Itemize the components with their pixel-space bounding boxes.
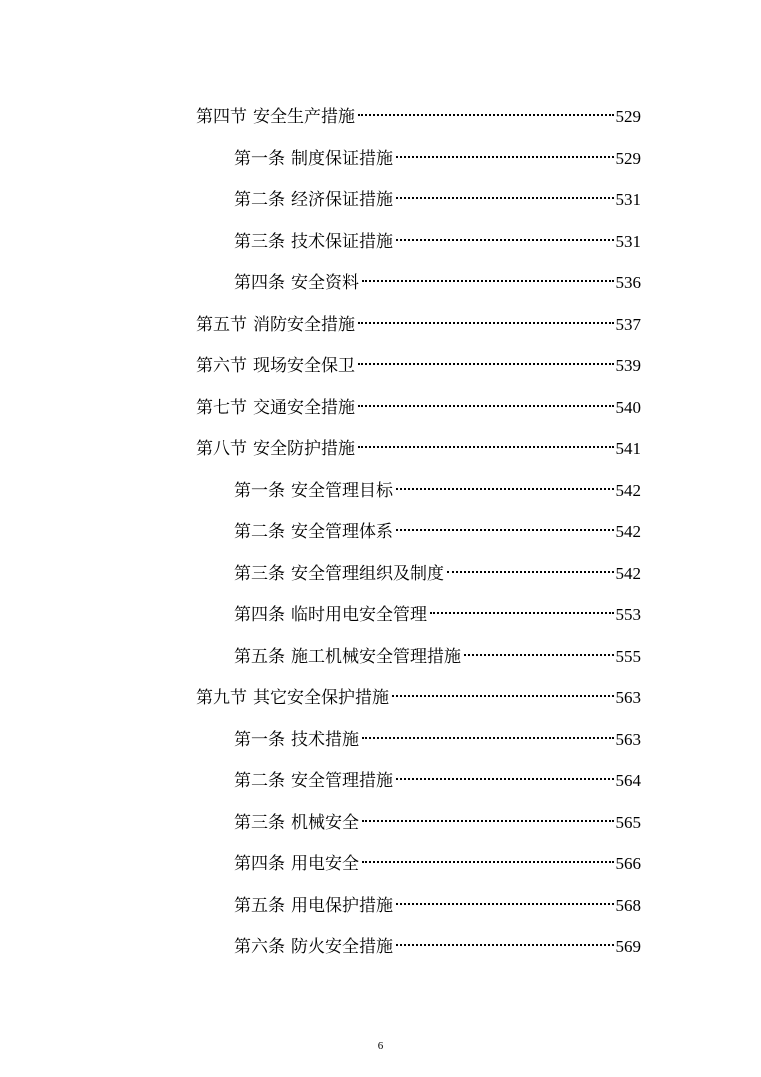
toc-entry-title: 安全管理目标 xyxy=(291,481,393,501)
toc-entry-label xyxy=(234,519,393,545)
page-number: 6 xyxy=(377,1040,384,1052)
toc-entry[interactable] xyxy=(234,138,641,169)
toc-entry-label xyxy=(196,312,355,338)
toc-entry-page: 536 xyxy=(615,273,641,292)
toc-entry[interactable] xyxy=(196,304,641,335)
toc-entry[interactable] xyxy=(234,594,641,625)
toc-entry-title: 安全资料 xyxy=(291,273,359,293)
toc-entry-title: 制度保证措施 xyxy=(291,149,393,169)
toc-entry-label xyxy=(234,478,393,504)
toc-entry[interactable] xyxy=(234,760,641,791)
toc-dot-leader xyxy=(362,802,614,828)
toc-entry-number: 第一条 xyxy=(234,730,285,750)
toc-dot-leader xyxy=(396,511,614,537)
toc-entry-page: 529 xyxy=(615,149,641,168)
toc-entry-page: 541 xyxy=(615,439,641,458)
toc-entry-label xyxy=(234,810,359,836)
toc-entry-title: 用电保护措施 xyxy=(291,896,393,916)
toc-entry-number: 第六条 xyxy=(234,937,285,957)
toc-entry-label xyxy=(234,561,444,587)
toc-dot-leader xyxy=(392,677,614,703)
toc-entry-page: 566 xyxy=(615,854,641,873)
toc-entry-title: 防火安全措施 xyxy=(291,937,393,957)
toc-entry-label xyxy=(234,146,393,172)
toc-entry-page: 540 xyxy=(615,398,641,417)
toc-entry-page: 569 xyxy=(615,937,641,956)
toc-entry[interactable] xyxy=(196,345,641,376)
toc-entry-number: 第五条 xyxy=(234,647,285,667)
toc-dot-leader xyxy=(430,594,614,620)
toc-entry[interactable] xyxy=(196,428,641,459)
toc-entry-label xyxy=(234,270,359,296)
toc-entry-label xyxy=(234,934,393,960)
toc-entry[interactable] xyxy=(234,843,641,874)
toc-entry-label xyxy=(196,685,389,711)
toc-dot-leader xyxy=(396,138,614,164)
toc-entry-page: 553 xyxy=(615,605,641,624)
toc-entry-title: 技术保证措施 xyxy=(291,232,393,252)
toc-entry-title: 施工机械安全管理措施 xyxy=(291,647,461,667)
toc-entry-number: 第一条 xyxy=(234,149,285,169)
toc-entry-label xyxy=(196,104,355,130)
toc-entry-page: 537 xyxy=(615,315,641,334)
toc-entry-number: 第三条 xyxy=(234,232,285,252)
toc-entry-title: 安全生产措施 xyxy=(253,107,355,127)
toc-entry-number: 第五节 xyxy=(196,315,247,335)
toc-entry-number: 第三条 xyxy=(234,564,285,584)
toc-dot-leader xyxy=(362,262,614,288)
toc-entry-title: 用电安全 xyxy=(291,854,359,874)
toc-entry[interactable] xyxy=(234,926,641,957)
toc-entry[interactable] xyxy=(196,677,641,708)
toc-entry-page: 531 xyxy=(615,232,641,251)
toc-entry-page: 568 xyxy=(615,896,641,915)
toc-dot-leader xyxy=(464,636,614,662)
toc-entry[interactable] xyxy=(234,262,641,293)
toc-dot-leader xyxy=(358,304,614,330)
toc-entry-page: 531 xyxy=(615,190,641,209)
toc-dot-leader xyxy=(396,885,614,911)
toc-dot-leader xyxy=(358,428,614,454)
toc-entry-label xyxy=(196,395,355,421)
toc-entry-page: 565 xyxy=(615,813,641,832)
toc-entry-label xyxy=(234,727,359,753)
toc-entry-number: 第四条 xyxy=(234,273,285,293)
toc-entry[interactable] xyxy=(234,470,641,501)
toc-entry-page: 542 xyxy=(615,481,641,500)
toc-entry-number: 第一条 xyxy=(234,481,285,501)
toc-entry-page: 542 xyxy=(615,522,641,541)
toc-entry-label xyxy=(234,229,393,255)
toc-entry-title: 其它安全保护措施 xyxy=(253,688,389,708)
toc-entry-title: 临时用电安全管理 xyxy=(291,605,427,625)
toc-entry-number: 第五条 xyxy=(234,896,285,916)
toc-entry-title: 技术措施 xyxy=(291,730,359,750)
toc-entry-number: 第二条 xyxy=(234,190,285,210)
toc-entry[interactable] xyxy=(234,802,641,833)
toc-entry[interactable] xyxy=(234,719,641,750)
toc-entry-label xyxy=(234,768,393,794)
toc-entry-page: 555 xyxy=(615,647,641,666)
toc-entry[interactable] xyxy=(234,885,641,916)
toc-entry[interactable] xyxy=(234,553,641,584)
toc-entry-label xyxy=(234,602,427,628)
toc-entry-page: 563 xyxy=(615,688,641,707)
toc-entry-title: 安全管理组织及制度 xyxy=(291,564,444,584)
toc-entry-title: 安全管理体系 xyxy=(291,522,393,542)
toc-entry-title: 交通安全措施 xyxy=(253,398,355,418)
toc-entry-page: 563 xyxy=(615,730,641,749)
toc-entry-number: 第九节 xyxy=(196,688,247,708)
toc-entry-page: 542 xyxy=(615,564,641,583)
toc-dot-leader xyxy=(396,760,614,786)
toc-entry-number: 第二条 xyxy=(234,522,285,542)
toc-dot-leader xyxy=(362,719,614,745)
toc-entry-label xyxy=(234,644,461,670)
toc-entry-title: 机械安全 xyxy=(291,813,359,833)
toc-entry-label xyxy=(196,436,355,462)
toc-entry-number: 第八节 xyxy=(196,439,247,459)
toc-entry[interactable] xyxy=(234,511,641,542)
toc-entry-label xyxy=(234,851,359,877)
toc-entry[interactable] xyxy=(196,387,641,418)
toc-entry-title: 安全防护措施 xyxy=(253,439,355,459)
toc-dot-leader xyxy=(396,926,614,952)
toc-entry-title: 现场安全保卫 xyxy=(253,356,355,376)
toc-entry-page: 529 xyxy=(615,107,641,126)
toc-entry-title: 消防安全措施 xyxy=(253,315,355,335)
toc-entry-label xyxy=(234,187,393,213)
toc-entry-label xyxy=(234,893,393,919)
toc-dot-leader xyxy=(358,96,614,122)
toc-entry[interactable] xyxy=(234,179,641,210)
toc-entry-number: 第七节 xyxy=(196,398,247,418)
toc-entry[interactable] xyxy=(234,221,641,252)
toc-entry-label xyxy=(196,353,355,379)
toc-dot-leader xyxy=(447,553,614,579)
toc-entry-title: 经济保证措施 xyxy=(291,190,393,210)
toc-entry-title: 安全管理措施 xyxy=(291,771,393,791)
toc-entry-number: 第二条 xyxy=(234,771,285,791)
toc-dot-leader xyxy=(396,221,614,247)
toc-entry-number: 第四条 xyxy=(234,605,285,625)
toc-entry[interactable] xyxy=(234,636,641,667)
toc-dot-leader xyxy=(396,179,614,205)
toc-entry-number: 第三条 xyxy=(234,813,285,833)
toc-dot-leader xyxy=(396,470,614,496)
toc-entry-number: 第四条 xyxy=(234,854,285,874)
toc-dot-leader xyxy=(362,843,614,869)
toc-entry-number: 第六节 xyxy=(196,356,247,376)
toc-dot-leader xyxy=(358,345,614,371)
toc-entry[interactable] xyxy=(196,96,641,127)
toc-dot-leader xyxy=(358,387,614,413)
toc-entry-page: 564 xyxy=(615,771,641,790)
toc-entry-number: 第四节 xyxy=(196,107,247,127)
toc-entry-page: 539 xyxy=(615,356,641,375)
